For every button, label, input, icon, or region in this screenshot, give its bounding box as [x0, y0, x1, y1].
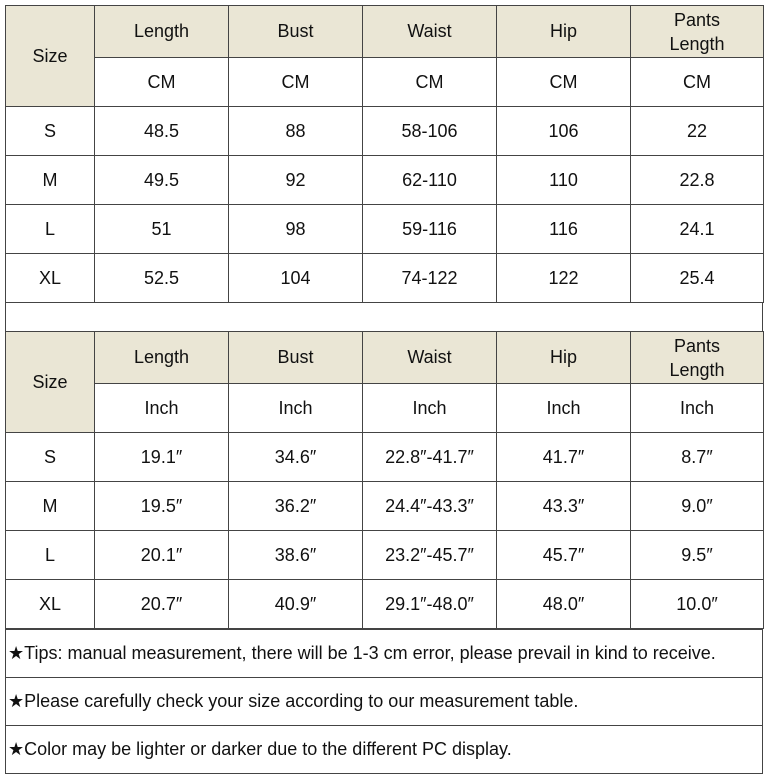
value-cell: 22.8: [631, 156, 764, 205]
unit-cell: CM: [95, 58, 229, 107]
value-cell: 110: [497, 156, 631, 205]
unit-cell: CM: [631, 58, 764, 107]
inch-size-table: [5, 331, 764, 629]
value-cell: 23.2″-45.7″: [363, 531, 497, 580]
value-cell: 41.7″: [497, 433, 631, 482]
hip-header: Hip: [497, 332, 631, 384]
value-cell: 34.6″: [229, 433, 363, 482]
table-row: [6, 156, 764, 205]
size-chart: [5, 5, 763, 774]
size-cell: M: [6, 156, 95, 205]
value-cell: 29.1″-48.0″: [363, 580, 497, 629]
unit-cell: CM: [497, 58, 631, 107]
tip-check-size: ★Please carefully check your size according to our measurement table.: [6, 678, 763, 726]
value-cell: 9.0″: [631, 482, 764, 531]
unit-cell: Inch: [363, 384, 497, 433]
waist-header: Waist: [363, 6, 497, 58]
size-cell: S: [6, 433, 95, 482]
unit-cell: Inch: [631, 384, 764, 433]
value-cell: 22.8″-41.7″: [363, 433, 497, 482]
value-cell: 20.1″: [95, 531, 229, 580]
bust-header: Bust: [229, 6, 363, 58]
table-row: [6, 107, 764, 156]
table-row: [6, 531, 764, 580]
cm-size-table: [5, 5, 764, 303]
value-cell: 19.1″: [95, 433, 229, 482]
hip-header: Hip: [497, 6, 631, 58]
tip-measurement-error: ★Tips: manual measurement, there will be 1-3 cm error, please prevail in kind to receive.: [6, 630, 763, 678]
value-cell: 24.4″-43.3″: [363, 482, 497, 531]
size-header: Size: [6, 332, 95, 433]
value-cell: 116: [497, 205, 631, 254]
table-row: [6, 433, 764, 482]
tips-table: [5, 629, 763, 774]
size-cell: L: [6, 205, 95, 254]
unit-cell: CM: [363, 58, 497, 107]
bust-header: Bust: [229, 332, 363, 384]
size-cell: L: [6, 531, 95, 580]
value-cell: 22: [631, 107, 764, 156]
value-cell: 8.7″: [631, 433, 764, 482]
value-cell: 43.3″: [497, 482, 631, 531]
value-cell: 104: [229, 254, 363, 303]
value-cell: 9.5″: [631, 531, 764, 580]
value-cell: 88: [229, 107, 363, 156]
tip-color-difference: ★Color may be lighter or darker due to the different PC display.: [6, 726, 763, 774]
value-cell: 52.5: [95, 254, 229, 303]
size-cell: S: [6, 107, 95, 156]
unit-cell: Inch: [229, 384, 363, 433]
value-cell: 24.1: [631, 205, 764, 254]
value-cell: 106: [497, 107, 631, 156]
table-row: [6, 205, 764, 254]
value-cell: 122: [497, 254, 631, 303]
value-cell: 10.0″: [631, 580, 764, 629]
size-header: Size: [6, 6, 95, 107]
waist-header: Waist: [363, 332, 497, 384]
table-row: [6, 254, 764, 303]
length-header: Length: [95, 6, 229, 58]
pants-length-header: [631, 6, 764, 58]
value-cell: 59-116: [363, 205, 497, 254]
size-cell: XL: [6, 580, 95, 629]
value-cell: 92: [229, 156, 363, 205]
value-cell: 48.0″: [497, 580, 631, 629]
value-cell: 51: [95, 205, 229, 254]
length-header: Length: [95, 332, 229, 384]
value-cell: 40.9″: [229, 580, 363, 629]
value-cell: 25.4: [631, 254, 764, 303]
unit-cell: Inch: [95, 384, 229, 433]
value-cell: 45.7″: [497, 531, 631, 580]
pants-label: Pants: [673, 9, 721, 30]
value-cell: 58-106: [363, 107, 497, 156]
unit-cell: CM: [229, 58, 363, 107]
table-row: [6, 482, 764, 531]
length-label: Length: [669, 359, 725, 380]
value-cell: 38.6″: [229, 531, 363, 580]
table-row: [6, 580, 764, 629]
value-cell: 98: [229, 205, 363, 254]
value-cell: 62-110: [363, 156, 497, 205]
size-cell: XL: [6, 254, 95, 303]
length-label: Length: [669, 33, 725, 54]
value-cell: 74-122: [363, 254, 497, 303]
unit-cell: Inch: [497, 384, 631, 433]
value-cell: 20.7″: [95, 580, 229, 629]
size-cell: M: [6, 482, 95, 531]
value-cell: 48.5: [95, 107, 229, 156]
value-cell: 36.2″: [229, 482, 363, 531]
table-spacer: [5, 303, 763, 331]
value-cell: 49.5: [95, 156, 229, 205]
value-cell: 19.5″: [95, 482, 229, 531]
pants-length-header: [631, 332, 764, 384]
pants-label: Pants: [673, 335, 721, 356]
